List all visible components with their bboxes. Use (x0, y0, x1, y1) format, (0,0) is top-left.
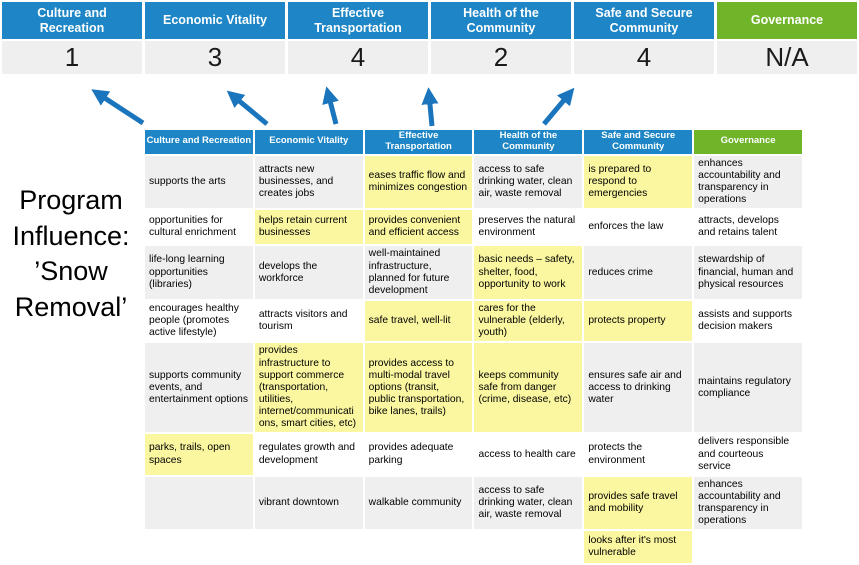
matrix-cell: preserves the natural environment (473, 209, 583, 245)
table-row (144, 433, 803, 475)
matrix-cell: attracts visitors and tourism (254, 300, 364, 342)
up-arrow-icon (328, 93, 336, 124)
matrix-cell: enhances accountability and transparency in operations (693, 476, 803, 531)
matrix-cell: provides infrastructure to support commerce (transportation, utilities, internet/communications, smart cities, etc) (254, 342, 364, 433)
matrix-cell: cares for the vulnerable (elderly, youth) (473, 300, 583, 342)
category-score: 4 (288, 41, 428, 74)
matrix-cell (364, 530, 474, 564)
table-row (144, 476, 803, 531)
matrix-cell: well-maintained infrastructure, planned for future development (364, 245, 474, 300)
up-arrow-icon (232, 95, 267, 124)
category-header: Safe and Secure Community (574, 2, 714, 39)
matrix-cell: protects the environment (583, 433, 693, 475)
matrix-body (144, 155, 803, 565)
up-arrow-icon (97, 93, 143, 123)
matrix-col-header: Economic Vitality (254, 129, 364, 155)
category-score: 1 (2, 41, 142, 74)
scoreboard-category-governance (717, 2, 857, 74)
matrix-col-header: Governance (693, 129, 803, 155)
category-header: Effective Transportation (288, 2, 428, 39)
category-score: 3 (145, 41, 285, 74)
matrix-cell: eases traffic flow and minimizes congestion (364, 155, 474, 210)
table-row (144, 342, 803, 433)
category-score: 2 (431, 41, 571, 74)
matrix-cell: supports community events, and entertainment options (144, 342, 254, 433)
matrix-cell: provides access to multi-modal travel options (transit, public transportation, bike lanes, trails) (364, 342, 474, 433)
matrix-cell: reduces crime (583, 245, 693, 300)
scoreboard-category-economic-vitality (145, 2, 285, 74)
page-title: Program Influence: ’Snow Removal’ (12, 185, 130, 322)
matrix-cell (693, 530, 803, 564)
matrix-cell: enhances accountability and transparency in operations (693, 155, 803, 210)
matrix-cell: maintains regulatory compliance (693, 342, 803, 433)
table-row (144, 530, 803, 564)
up-arrow-icon (544, 93, 570, 124)
matrix-col-header: Effective Transportation (364, 129, 474, 155)
matrix-col-header: Culture and Recreation (144, 129, 254, 155)
category-header: Governance (717, 2, 857, 39)
matrix-cell: looks after it's most vulnerable (583, 530, 693, 564)
matrix-cell (144, 530, 254, 564)
matrix-cell: is prepared to respond to emergencies (583, 155, 693, 210)
matrix-col-header: Health of the Community (473, 129, 583, 155)
matrix-cell: access to safe drinking water, clean air, waste removal (473, 476, 583, 531)
matrix-cell (144, 476, 254, 531)
matrix-cell: life-long learning opportunities (libraries) (144, 245, 254, 300)
table-row (144, 245, 803, 300)
matrix-cell: delivers responsible and courteous service (693, 433, 803, 475)
matrix-cell: provides safe travel and mobility (583, 476, 693, 531)
influence-table (143, 128, 804, 565)
matrix-cell: attracts, develops and retains talent (693, 209, 803, 245)
category-header: Health of the Community (431, 2, 571, 39)
matrix-cell: opportunities for cultural enrichment (144, 209, 254, 245)
matrix-cell: regulates growth and development (254, 433, 364, 475)
matrix-cell: provides adequate parking (364, 433, 474, 475)
matrix-cell: attracts new businesses, and creates jobs (254, 155, 364, 210)
scoreboard-category-health-community (431, 2, 571, 74)
matrix-cell: protects property (583, 300, 693, 342)
matrix-cell (254, 530, 364, 564)
category-score: N/A (717, 41, 857, 74)
matrix-cell: access to health care (473, 433, 583, 475)
matrix-cell: basic needs – safety, shelter, food, opportunity to work (473, 245, 583, 300)
up-arrow-icon (429, 94, 432, 126)
scoreboard (2, 2, 857, 74)
category-header: Culture and Recreation (2, 2, 142, 39)
matrix-cell: vibrant downtown (254, 476, 364, 531)
matrix-header-row (144, 129, 803, 155)
matrix-cell: safe travel, well-lit (364, 300, 474, 342)
category-score: 4 (574, 41, 714, 74)
matrix-cell: enforces the law (583, 209, 693, 245)
matrix-cell (473, 530, 583, 564)
table-row (144, 155, 803, 210)
scoreboard-category-effective-transportation (288, 2, 428, 74)
matrix-cell: helps retain current businesses (254, 209, 364, 245)
matrix-cell: ensures safe air and access to drinking water (583, 342, 693, 433)
matrix-col-header: Safe and Secure Community (583, 129, 693, 155)
matrix-cell: keeps community safe from danger (crime, disease, etc) (473, 342, 583, 433)
matrix-cell: develops the workforce (254, 245, 364, 300)
matrix-cell: provides convenient and efficient access (364, 209, 474, 245)
table-row (144, 209, 803, 245)
matrix-cell: stewardship of financial, human and physical resources (693, 245, 803, 300)
matrix-cell: parks, trails, open spaces (144, 433, 254, 475)
table-row (144, 300, 803, 342)
matrix-cell: walkable community (364, 476, 474, 531)
influence-matrix (143, 128, 804, 565)
category-header: Economic Vitality (145, 2, 285, 39)
matrix-cell: assists and supports decision makers (693, 300, 803, 342)
matrix-cell: supports the arts (144, 155, 254, 210)
matrix-cell: access to safe drinking water, clean air, waste removal (473, 155, 583, 210)
scoreboard-category-culture-recreation (2, 2, 142, 74)
scoreboard-category-safe-secure-community (574, 2, 714, 74)
matrix-cell: encourages healthy people (promotes active lifestyle) (144, 300, 254, 342)
